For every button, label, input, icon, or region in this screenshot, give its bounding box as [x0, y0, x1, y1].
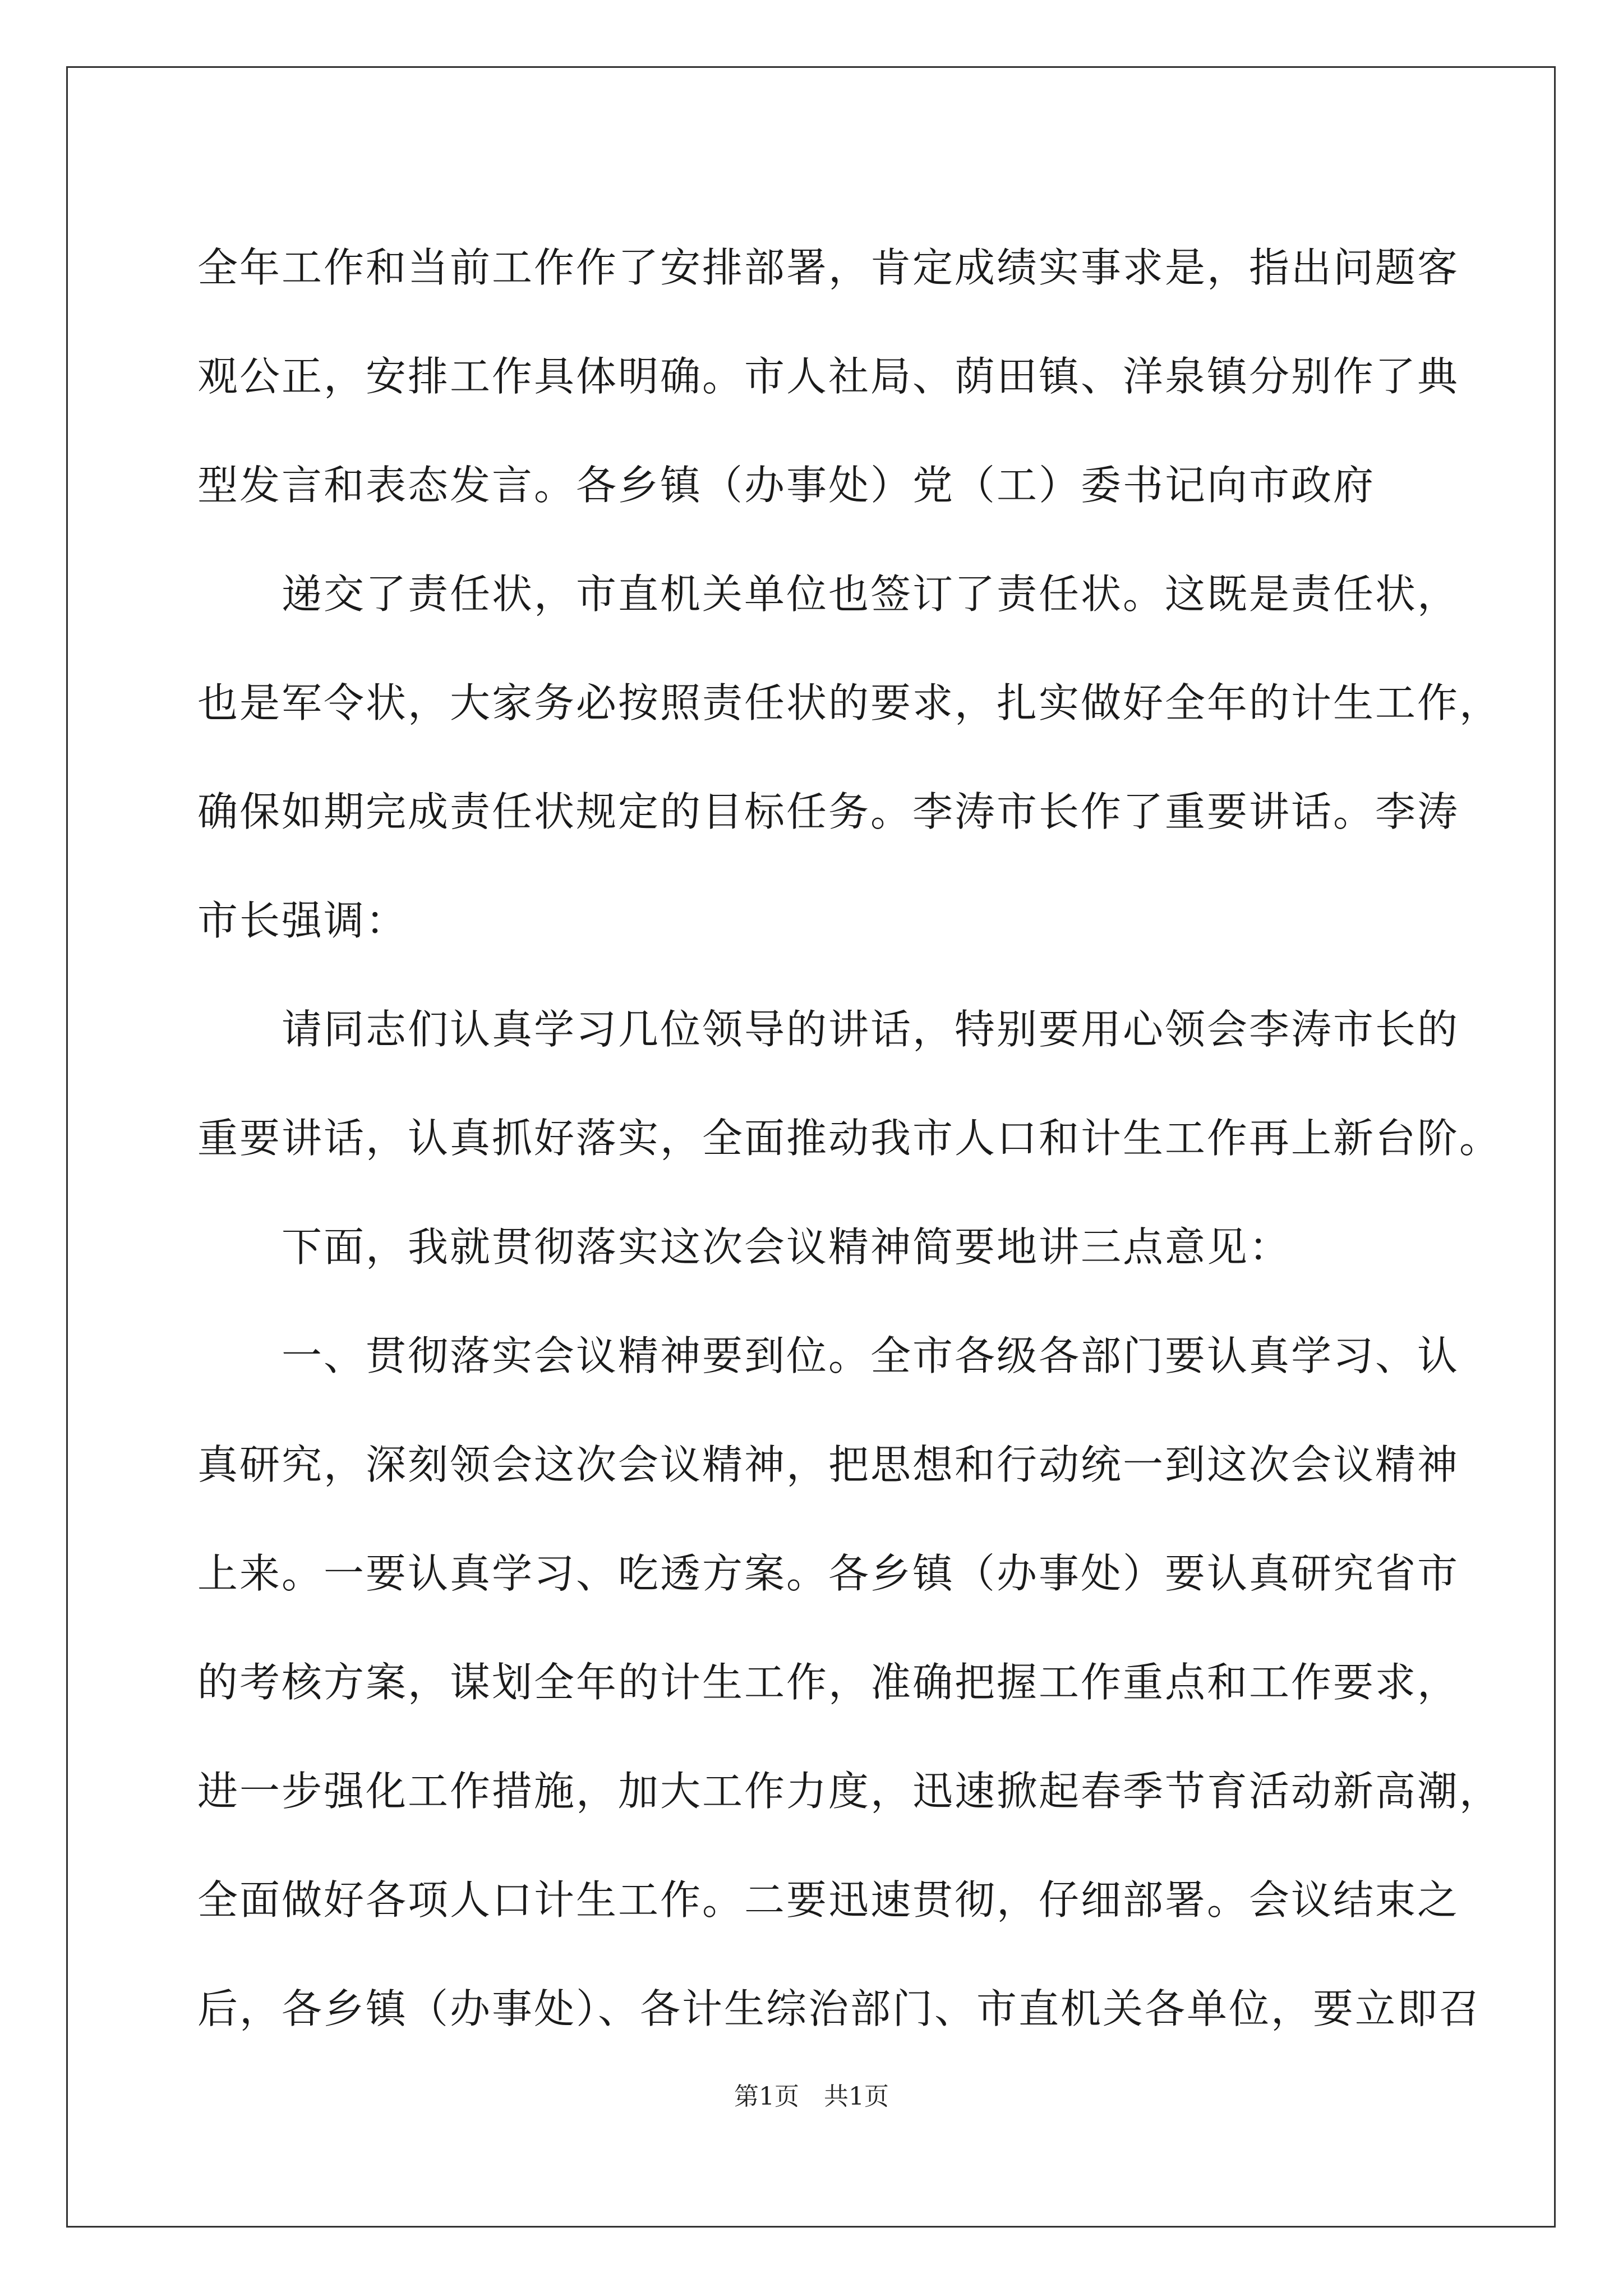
text-line: 市长强调： [197, 897, 408, 944]
text-line: 型发言和表态发言。各乡镇（办事处）党（工）委书记向市政府 [197, 462, 1376, 509]
text-line: 一、贯彻落实会议精神要到位。全市各级各部门要认真学习、认 [282, 1332, 1460, 1379]
text-line: 递交了责任状，市直机关单位也签订了责任状。这既是责任状， [282, 570, 1460, 618]
text-line: 的考核方案，谋划全年的计生工作，准确把握工作重点和工作要求， [197, 1659, 1460, 1706]
text-line: 也是军令状，大家务必按照责任状的要求，扎实做好全年的计生工作， [197, 679, 1502, 726]
text-line: 上来。一要认真学习、吃透方案。各乡镇（办事处）要认真研究省市 [197, 1550, 1460, 1597]
text-line: 下面，我就贯彻落实这次会议精神简要地讲三点意见： [282, 1223, 1292, 1271]
text-line: 确保如期完成责任状规定的目标任务。李涛市长作了重要讲话。李涛 [197, 788, 1460, 835]
text-line: 全面做好各项人口计生工作。二要迅速贯彻，仔细部署。会议结束之 [197, 1876, 1460, 1924]
text-line: 后，各乡镇（办事处）、各计生综治部门、市直机关各单位，要立即召 [197, 1985, 1482, 2032]
text-line: 重要讲话，认真抓好落实，全面推动我市人口和计生工作再上新台阶。 [197, 1115, 1502, 1162]
page-number: 第1页 共1页 [734, 2082, 889, 2111]
text-line: 进一步强化工作措施，加大工作力度，迅速掀起春季节育活动新高潮， [197, 1768, 1502, 1815]
text-line: 请同志们认真学习几位领导的讲话，特别要用心领会李涛市长的 [282, 1006, 1460, 1053]
text-line: 真研究，深刻领会这次会议精神，把思想和行动统一到这次会议精神 [197, 1441, 1460, 1488]
document-body [197, 213, 1502, 2063]
text-line: 观公正，安排工作具体明确。市人社局、荫田镇、洋泉镇分别作了典 [197, 353, 1460, 400]
text-line: 全年工作和当前工作作了安排部署，肯定成绩实事求是，指出问题客 [197, 244, 1460, 291]
